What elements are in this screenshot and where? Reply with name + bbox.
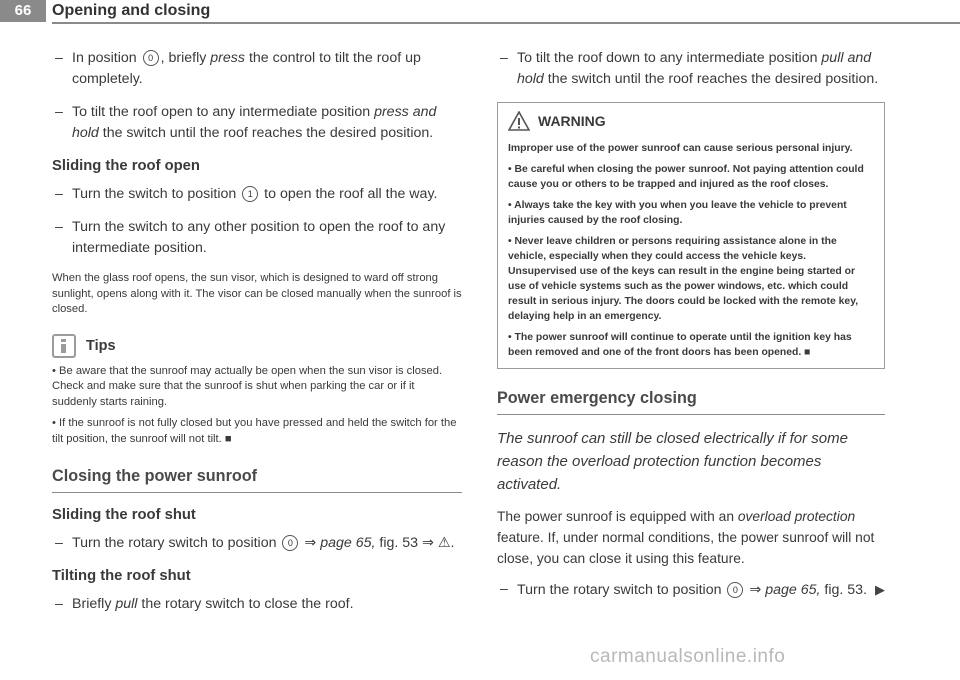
tip-item: • Be aware that the sunroof may actually be open when the sun visor is closed. Check and make sure that the sunroof is shut when parking the car or if it suddenly starts raining.	[52, 364, 443, 408]
section-heading-closing: Closing the power sunroof	[52, 467, 462, 493]
sun-visor-note: When the glass roof opens, the sun visor, which is designed to ward off strong sunlight, opens along with it. The visor can be closed manually when the sunroof is closed.	[52, 272, 462, 315]
subheading-sliding-open: Sliding the roof open	[52, 158, 200, 174]
warning-heading: WARNING	[508, 111, 874, 131]
warning-text: • The power sunroof will continue to operate until the ignition key has been removed and one of the front doors has been opened. ■	[508, 332, 852, 358]
list-item: – Turn the switch to position 1 to open the roof all the way.	[55, 186, 438, 202]
tips-heading: Tips	[52, 334, 462, 358]
warning-text: • Never leave children or persons requiring assistance alone in the vehicle, especially when they could access the vehicle keys. Unsupervised use of the keys can result in the engine being started or use of vehicle systems such as the power windows, etc. which could result in serious injury. The doors could be locked with the remote key, delaying help in an emergency.	[508, 236, 859, 322]
list-item: – Turn the rotary switch to position 0 ⇒ page 65, fig. 53 ⇒ ⚠.	[55, 535, 455, 551]
page-reference-link[interactable]: page 65,	[320, 535, 376, 551]
page-header-title: Opening and closing	[52, 2, 211, 19]
body-paragraph: The power sunroof is equipped with an overload protection feature. If, under normal conditions, the power sunroof will not close, you can close it using this feature.	[497, 509, 875, 566]
info-icon	[52, 334, 76, 358]
left-column	[52, 48, 462, 627]
tip-item: • If the sunroof is not fully closed but you have pressed and held the switch for the tilt position, the sunroof will not tilt. ■	[52, 417, 457, 445]
warning-text: Improper use of the power sunroof can cause serious personal injury.	[508, 143, 853, 154]
list-item: – To tilt the roof down to any intermediate position pull and hold the switch until the roof reaches the desired position.	[500, 50, 879, 87]
warning-box	[497, 102, 885, 369]
list-item: – Briefly pull the rotary switch to close the roof.	[55, 596, 354, 612]
right-column	[497, 48, 885, 613]
page-number: 66	[0, 0, 46, 22]
warning-text: • Be careful when closing the power sunroof. Not paying attention could cause you or others to be trapped and injured as the roof closes.	[508, 164, 864, 190]
warning-text: • Always take the key with you when you leave the vehicle to prevent injuries caused by the roof closing.	[508, 200, 847, 226]
section-heading-emergency: Power emergency closing	[497, 389, 885, 415]
page-reference-link[interactable]: page 65,	[765, 582, 821, 598]
warning-triangle-icon	[508, 111, 530, 131]
header-rule	[52, 22, 960, 24]
continue-arrow-icon: ▶	[875, 582, 885, 597]
watermark: carmanualsonline.info	[590, 646, 786, 667]
subheading-sliding-shut: Sliding the roof shut	[52, 507, 196, 523]
position-0-icon: 0	[143, 50, 159, 66]
position-0-icon: 0	[282, 535, 298, 551]
list-item: – In position 0 , briefly press the control to tilt the roof up completely.	[55, 50, 421, 87]
position-0-icon: 0	[727, 582, 743, 598]
list-item: – Turn the switch to any other position to open the roof to any intermediate position.	[55, 219, 446, 256]
list-item: – Turn the rotary switch to position 0 ⇒ page 65, fig. 53. ▶	[500, 581, 885, 598]
section-intro: The sunroof can still be closed electrically if for some reason the overload protection function becomes activated.	[497, 430, 848, 493]
subheading-tilting-shut: Tilting the roof shut	[52, 568, 191, 584]
position-1-icon: 1	[242, 186, 258, 202]
list-item: – To tilt the roof open to any intermediate position press and hold the switch until the roof reaches the desired position.	[55, 104, 437, 141]
